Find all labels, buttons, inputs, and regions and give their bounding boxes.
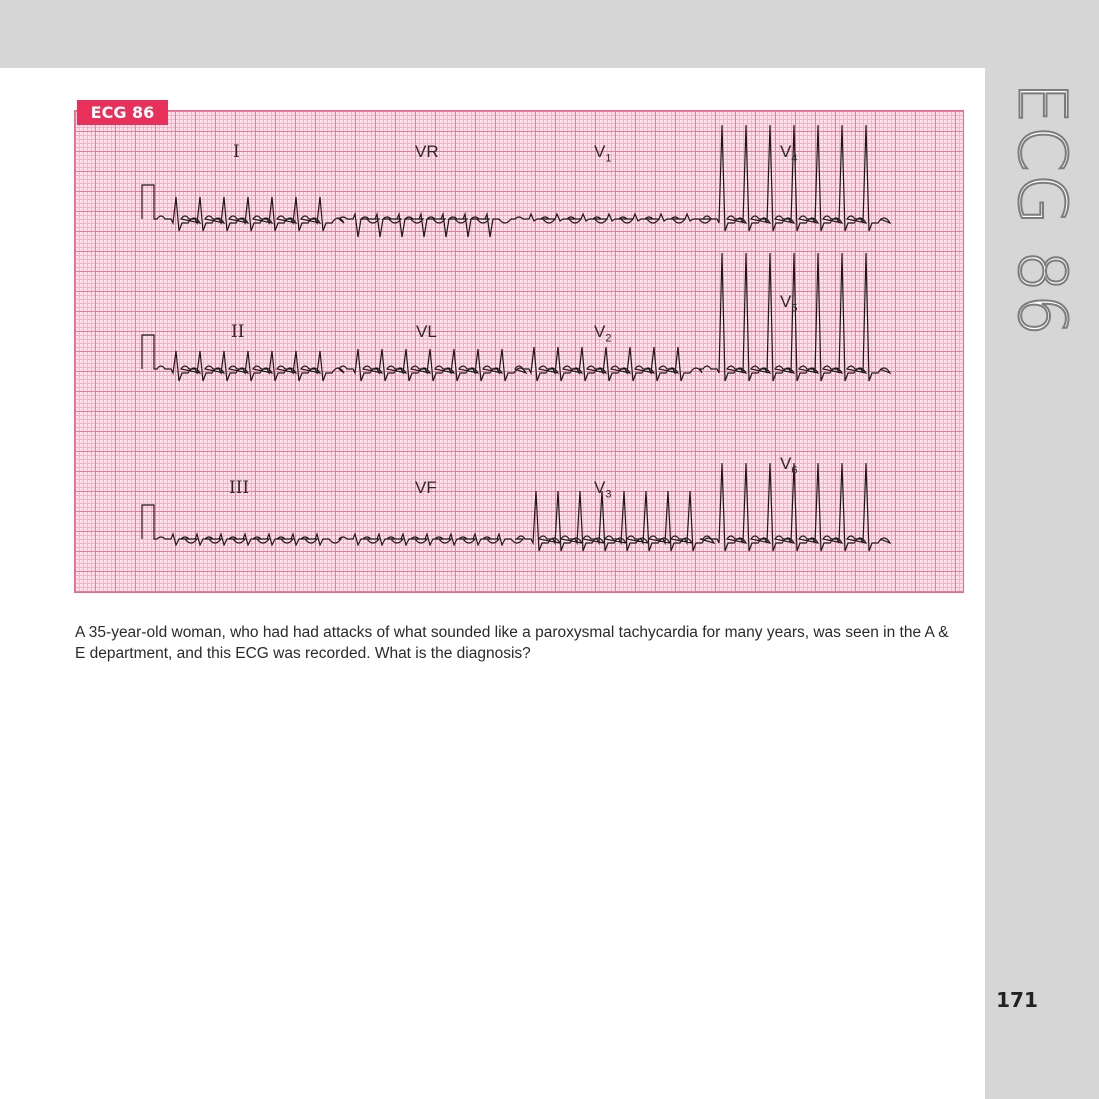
ecg-tag: ECG 86 — [77, 100, 168, 125]
ecg-trace-row-1 — [142, 125, 890, 237]
side-title: ECG 86 — [1003, 82, 1081, 338]
lead-label-III: III — [229, 478, 250, 498]
lead-label-VL: VL — [416, 322, 437, 341]
lead-label-VR: VR — [415, 142, 439, 161]
lead-label-V5: $V_5$ — [780, 292, 798, 315]
page-number: 171 — [996, 988, 1038, 1012]
lead-label-V3: $V_3$ — [594, 478, 612, 501]
top-gray-band — [0, 0, 1099, 68]
ecg-trace-row-3 — [142, 463, 890, 551]
ecg-traces — [75, 111, 963, 592]
lead-label-V6: $V_6$ — [780, 454, 798, 477]
lead-label-II: II — [231, 322, 245, 342]
lead-label-V1: $V_1$ — [594, 142, 612, 165]
ecg-trace-row-2 — [142, 253, 890, 381]
lead-label-VF: VF — [415, 478, 437, 497]
lead-label-V2: $V_2$ — [594, 322, 612, 345]
ecg-strip — [75, 111, 963, 592]
question-text: A 35-year-old woman, who had had attacks of what sounded like a paroxysmal tachycardia for many years, was seen in the A & E department, and this ECG was recorded. What is the diagnosis? — [75, 624, 949, 662]
lead-label-I: I — [233, 142, 240, 162]
lead-label-V4: $V_4$ — [780, 142, 798, 165]
